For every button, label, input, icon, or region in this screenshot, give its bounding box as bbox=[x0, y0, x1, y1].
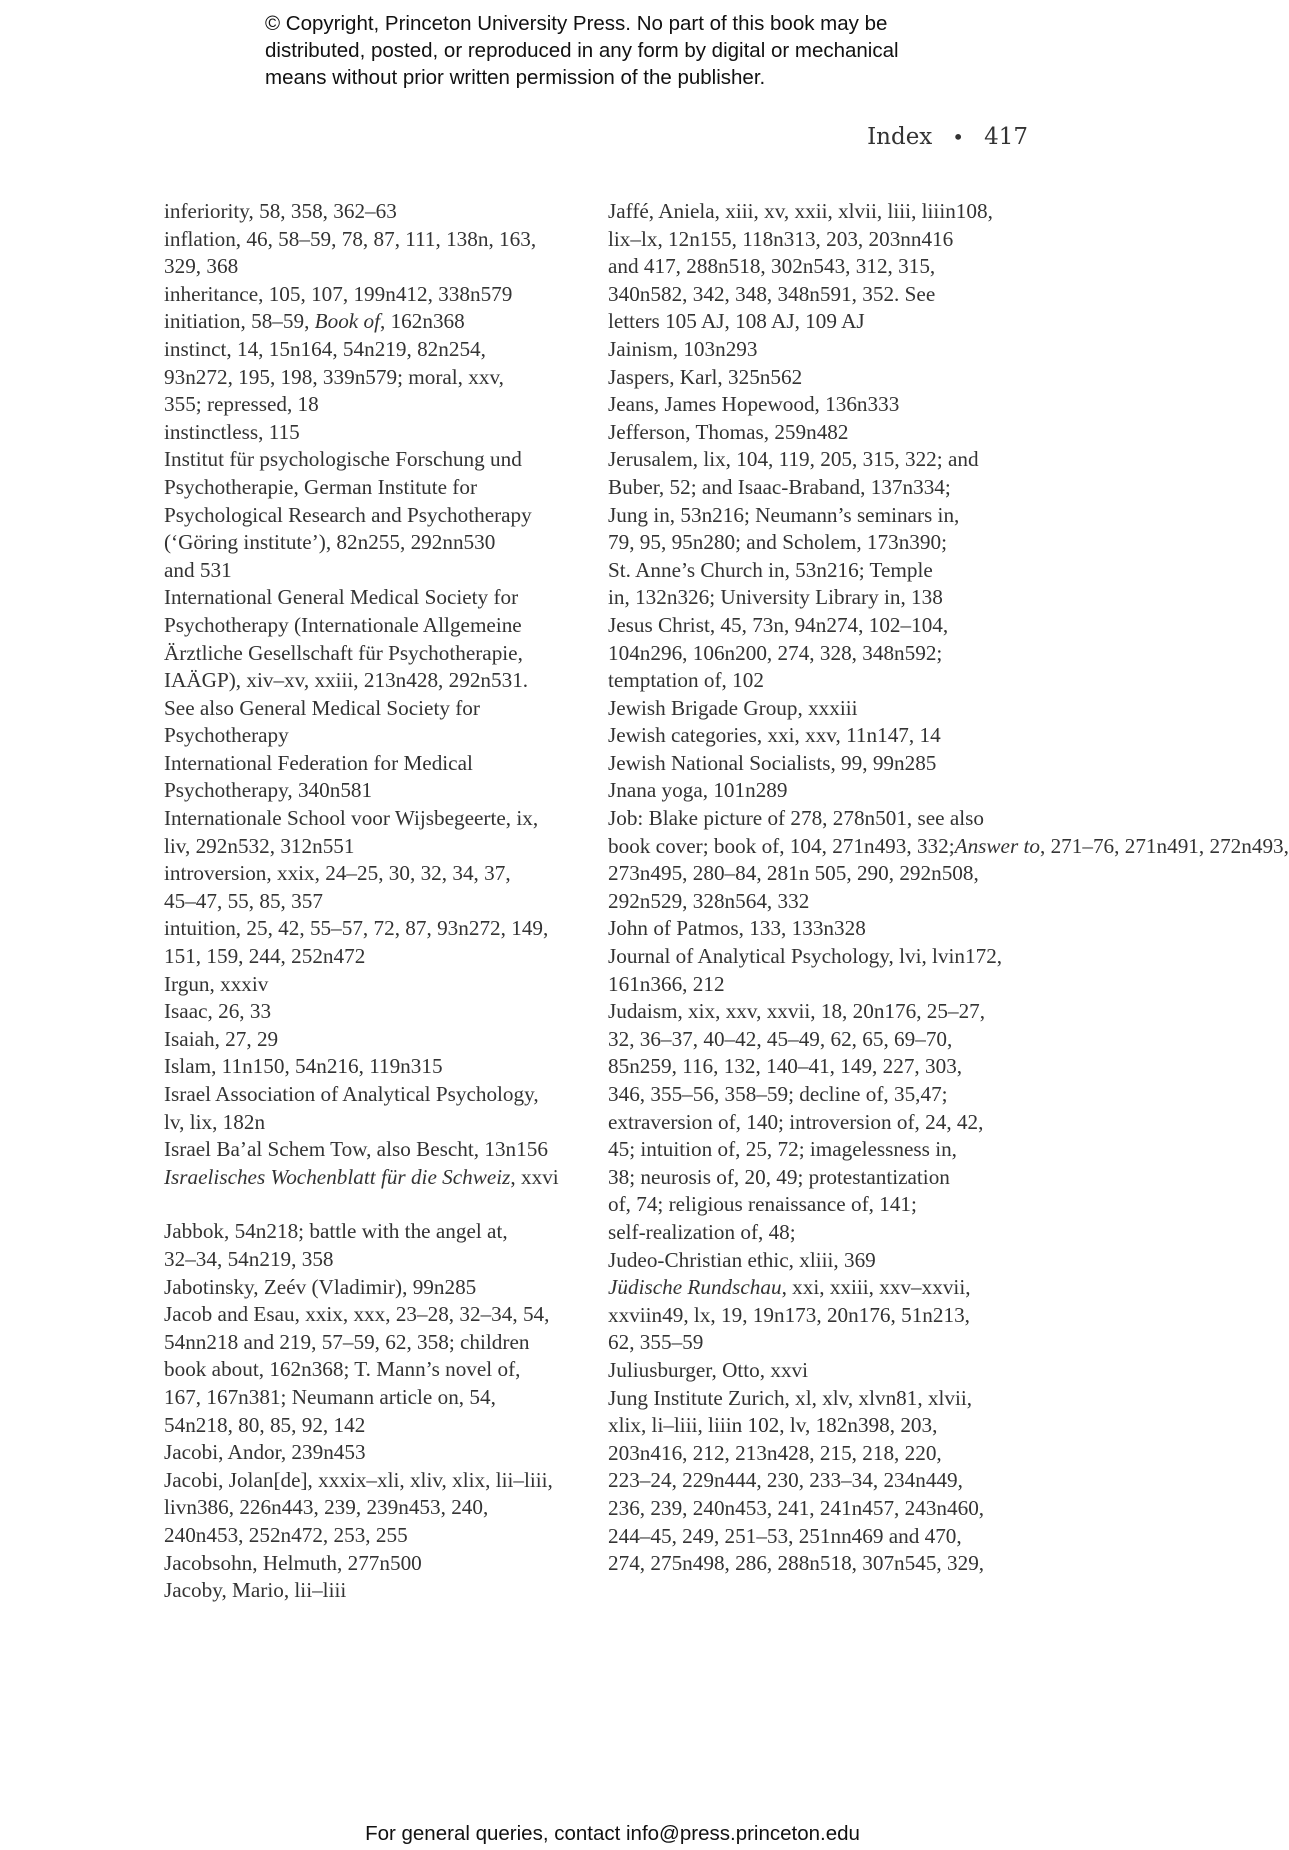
index-entry-text: 355; repressed, 18 bbox=[164, 392, 319, 417]
index-entry-text: Institut für psychologische Forschung und bbox=[164, 447, 522, 472]
index-entry-text: 346, 355–56, 358–59; decline of, 35,47; bbox=[608, 1082, 948, 1106]
index-entry-text: 329, 368 bbox=[164, 254, 239, 279]
index-entry-text: 38; neurosis of, 20, 49; protestantization bbox=[608, 1164, 950, 1189]
index-entry bbox=[164, 1274, 594, 1302]
index-entry-text: International Federation for Medical bbox=[164, 750, 473, 775]
index-entry-text: 45–47, 55, 85, 357 bbox=[164, 888, 323, 913]
index-entry-text: inferiority, 58, 358, 362–63 bbox=[164, 199, 397, 223]
index-entry-text: IAÄGP), xiv–xv, xxiii, 213n428, 292n531. bbox=[164, 668, 529, 693]
index-entry-text: Jnana yoga, 101n289 bbox=[608, 778, 788, 803]
index-entry-text: Ärztliche Gesellschaft für Psychotherapie, bbox=[164, 640, 523, 665]
index-entry bbox=[608, 198, 1038, 336]
index-entry-text: Jabotinsky, Zeév (Vladimir), 99n285 bbox=[164, 1274, 477, 1299]
index-entry-text: St. Anne’s Church in, 53n216; Temple bbox=[608, 557, 933, 582]
index-entry-text: John of Patmos, 133, 133n328 bbox=[608, 916, 866, 941]
index-entry-text: , xxi, xxiii, xxv–xxvii, bbox=[781, 1275, 971, 1300]
index-entry-text: 104n296, 106n200, 274, 328, 348n592; bbox=[608, 640, 943, 665]
index-entry-text: in, 132n326; University Library in, 138 bbox=[608, 585, 943, 610]
bullet-separator: • bbox=[952, 125, 965, 149]
index-entry-text: Psychological Research and Psychotherapy bbox=[164, 502, 532, 527]
index-entry-text: livn386, 226n443, 239, 239n453, 240, bbox=[164, 1495, 489, 1520]
index-entry-text: See also General Medical Society for bbox=[164, 695, 480, 720]
index-entry-text: (‘Göring institute’), 82n255, 292nn530 bbox=[164, 530, 496, 555]
index-entry-text: Israel Ba’al Schem Tow, also Bescht, 13n156 bbox=[164, 1137, 548, 1162]
index-entry bbox=[164, 915, 594, 970]
index-column-left bbox=[164, 198, 594, 1605]
index-entry-text: instinct, 14, 15n164, 54n219, 82n254, bbox=[164, 336, 486, 361]
index-entry-text: Islam, 11n150, 54n216, 119n315 bbox=[164, 1054, 443, 1079]
index-entry-italic-text: Book of bbox=[314, 309, 380, 334]
index-entry bbox=[608, 777, 1038, 805]
index-entry-text: xlix, li–liii, liiin 102, lv, 182n398, 203, bbox=[608, 1413, 938, 1438]
index-entry-text: Job: Blake picture of 278, 278n501, see also bbox=[608, 806, 985, 831]
index-entry-text: Journal of Analytical Psychology, lvi, lvin172, bbox=[608, 944, 1003, 969]
index-entry-text: Judaism, xix, xxv, xxvii, 18, 20n176, 25–27, bbox=[608, 999, 986, 1024]
index-entry-text: Jefferson, Thomas, 259n482 bbox=[608, 419, 849, 444]
index-entry bbox=[164, 1577, 594, 1605]
index-entry-text: Jacobi, Andor, 239n453 bbox=[164, 1440, 366, 1465]
index-entry-text: Isaiah, 27, 29 bbox=[164, 1026, 279, 1051]
index-entry bbox=[164, 1136, 594, 1164]
index-entry-italic-text: Israelisches Wochenblatt für die Schweiz bbox=[164, 1164, 511, 1189]
index-entry bbox=[164, 1467, 594, 1550]
index-entry bbox=[608, 1274, 1038, 1357]
index-entry-text: , 271–76, 271n491, 272n493, bbox=[1039, 833, 1289, 858]
index-entry-text: Psychotherapy bbox=[164, 723, 289, 748]
index-entry-text: of, 74; religious renaissance of, 141; bbox=[608, 1192, 917, 1217]
index-entry bbox=[164, 1301, 594, 1439]
index-entry bbox=[164, 336, 594, 419]
index-entry bbox=[164, 750, 594, 805]
index-entry-text: Internationale School voor Wijsbegeerte, ix, bbox=[164, 806, 539, 831]
index-entry-text: 32, 36–37, 40–42, 45–49, 62, 65, 69–70, bbox=[608, 1026, 953, 1051]
index-entry-text: Jeans, James Hopewood, 136n333 bbox=[608, 392, 900, 417]
index-entry-text: 240n453, 252n472, 253, 255 bbox=[164, 1522, 408, 1547]
copyright-notice bbox=[265, 10, 1025, 91]
index-entry bbox=[608, 805, 1289, 915]
index-entry-text: xxviin49, lx, 19, 19n173, 20n176, 51n213, bbox=[608, 1302, 970, 1327]
index-entry-text: 203n416, 212, 213n428, 215, 218, 220, bbox=[608, 1440, 942, 1465]
index-entry bbox=[608, 998, 1038, 1246]
index-entry bbox=[608, 391, 1038, 419]
index-entry-text: self-realization of, 48; bbox=[608, 1219, 796, 1244]
index-entry-text: Jung Institute Zurich, xl, xlv, xlvn81, xlvii, bbox=[608, 1385, 973, 1410]
index-entry-text: Jacoby, Mario, lii–liii bbox=[164, 1578, 347, 1603]
section-title: Index bbox=[867, 124, 933, 150]
index-entry-text: lv, lix, 182n bbox=[164, 1109, 266, 1134]
index-entry bbox=[164, 971, 594, 999]
index-entry-text: Irgun, xxxiv bbox=[164, 971, 269, 996]
index-entry-text: 167, 167n381; Neumann article on, 54, bbox=[164, 1384, 496, 1409]
index-entry bbox=[608, 1247, 1038, 1275]
index-entry bbox=[164, 1164, 594, 1192]
index-entry-text: Jacobsohn, Helmuth, 277n500 bbox=[164, 1550, 422, 1575]
index-entry-text: 223–24, 229n444, 230, 233–34, 234n449, bbox=[608, 1468, 963, 1493]
index-entry-text: Jainism, 103n293 bbox=[608, 336, 758, 361]
index-entry bbox=[164, 198, 594, 226]
index-entry-text: Judeo-Christian ethic, xliii, 369 bbox=[608, 1247, 876, 1272]
index-entry-text: Juliusburger, Otto, xxvi bbox=[608, 1357, 809, 1382]
index-entry-text: instinctless, 115 bbox=[164, 419, 300, 444]
index-entry bbox=[164, 998, 594, 1026]
index-entry-text: 151, 159, 244, 252n472 bbox=[164, 944, 366, 969]
index-entry bbox=[164, 860, 594, 915]
index-entry bbox=[164, 805, 594, 860]
index-entry-text: , xxvi bbox=[510, 1164, 559, 1189]
index-entry bbox=[608, 722, 1038, 750]
index-entry bbox=[164, 1218, 594, 1273]
index-entry bbox=[608, 915, 1038, 943]
index-entry-text: lix–lx, 12n155, 118n313, 203, 203nn416 bbox=[608, 226, 954, 251]
index-entry-text: 45; intuition of, 25, 72; imagelessness in, bbox=[608, 1137, 957, 1162]
index-entry-text: inheritance, 105, 107, 199n412, 338n579 bbox=[164, 281, 513, 306]
index-entry bbox=[164, 446, 594, 584]
index-entry-text: International General Medical Society for bbox=[164, 585, 519, 610]
index-entry-text: Jewish categories, xxi, xxv, 11n147, 14 bbox=[608, 723, 941, 748]
index-entry-text: Jung in, 53n216; Neumann’s seminars in, bbox=[608, 502, 960, 527]
index-entry-text: book about, 162n368; T. Mann’s novel of, bbox=[164, 1357, 521, 1382]
index-entry-text: 32–34, 54n219, 358 bbox=[164, 1246, 334, 1271]
index-entry-text: Jaspers, Karl, 325n562 bbox=[608, 364, 803, 389]
index-entry bbox=[164, 584, 594, 750]
index-entry bbox=[164, 419, 594, 447]
index-entry-italic-text: Jüdische Rundschau bbox=[608, 1275, 782, 1300]
index-entry bbox=[608, 943, 1038, 998]
index-entry bbox=[608, 364, 1038, 392]
index-entry-text: extraversion of, 140; introversion of, 24, 42, bbox=[608, 1109, 984, 1134]
copyright-line: distributed, posted, or reproduced in any form by digital or mechanical bbox=[265, 39, 899, 62]
index-entry bbox=[608, 612, 1038, 695]
index-entry-text: 292n529, 328n564, 332 bbox=[608, 888, 810, 913]
index-entry bbox=[608, 446, 1038, 612]
index-entry-text: book cover; book of, 104, 271n493, 332; bbox=[608, 833, 955, 858]
running-head bbox=[867, 124, 1028, 150]
index-entry-text: and 531 bbox=[164, 557, 232, 582]
index-entry-text: introversion, xxix, 24–25, 30, 32, 34, 37, bbox=[164, 861, 511, 886]
index-entry-text: 273n495, 280–84, 281n 505, 290, 292n508, bbox=[608, 861, 979, 886]
index-entry-text: Jerusalem, lix, 104, 119, 205, 315, 322; and bbox=[608, 447, 979, 472]
index-entry bbox=[164, 1081, 594, 1136]
index-entry bbox=[608, 695, 1038, 723]
index-entry bbox=[608, 336, 1038, 364]
index-entry-text: 54n218, 80, 85, 92, 142 bbox=[164, 1412, 366, 1437]
index-entry bbox=[164, 1026, 594, 1054]
index-entry-text: Psychotherapy (Internationale Allgemeine bbox=[164, 612, 522, 637]
index-entry bbox=[164, 1439, 594, 1467]
index-entry-text: 161n366, 212 bbox=[608, 971, 725, 996]
index-entry-text: Psychotherapy, 340n581 bbox=[164, 778, 373, 803]
index-entry-text: 79, 95, 95n280; and Scholem, 173n390; bbox=[608, 530, 947, 555]
index-entry bbox=[164, 308, 594, 336]
index-entry-text: 54nn218 and 219, 57–59, 62, 358; children bbox=[164, 1329, 530, 1354]
index-entry-text: 274, 275n498, 286, 288n518, 307n545, 329, bbox=[608, 1551, 985, 1576]
index-entry bbox=[608, 1385, 1038, 1578]
index-entry-text: Jabbok, 54n218; battle with the angel at, bbox=[164, 1219, 508, 1244]
index-entry-text: temptation of, 102 bbox=[608, 668, 764, 693]
index-entry-text: 244–45, 249, 251–53, 251nn469 and 470, bbox=[608, 1523, 962, 1548]
index-entry bbox=[164, 1550, 594, 1578]
index-entry-text: inflation, 46, 58–59, 78, 87, 111, 138n, 163, bbox=[164, 226, 537, 251]
index-entry-text: and 417, 288n518, 302n543, 312, 315, bbox=[608, 254, 936, 279]
index-entry-text: 236, 239, 240n453, 241, 241n457, 243n460, bbox=[608, 1495, 985, 1520]
index-entry-text: liv, 292n532, 312n551 bbox=[164, 833, 355, 858]
index-entry-text: intuition, 25, 42, 55–57, 72, 87, 93n272, 149, bbox=[164, 916, 549, 941]
index-entry-text: Isaac, 26, 33 bbox=[164, 999, 272, 1024]
index-entry-text: Jewish Brigade Group, xxxiii bbox=[608, 695, 858, 720]
index-entry bbox=[164, 1053, 594, 1081]
copyright-line: means without prior written permission of the publisher. bbox=[265, 66, 766, 89]
index-entry-text: Jaffé, Aniela, xiii, xv, xxii, xlvii, liii, liiin108, bbox=[608, 199, 993, 223]
index-entry-text: Jacobi, Jolan[de], xxxix–xli, xliv, xlix, lii–liii, bbox=[164, 1467, 553, 1492]
index-entry-text: 85n259, 116, 132, 140–41, 149, 227, 303, bbox=[608, 1054, 963, 1079]
footer-contact: For general queries, contact info@press.princeton.edu bbox=[365, 1822, 860, 1845]
index-entry-text: 62, 355–59 bbox=[608, 1330, 704, 1355]
index-entry-text: Psychotherapie, German Institute for bbox=[164, 474, 478, 499]
index-entry-italic-text: Answer to bbox=[954, 833, 1040, 858]
index-entry-text: 340n582, 342, 348, 348n591, 352. See bbox=[608, 281, 936, 306]
index-entry bbox=[164, 226, 594, 281]
index-entry bbox=[164, 281, 594, 309]
index-entry-text: 93n272, 195, 198, 339n579; moral, xxv, bbox=[164, 364, 504, 389]
index-column-right bbox=[608, 198, 1289, 1578]
index-entry bbox=[608, 419, 1038, 447]
index-entry bbox=[608, 1357, 1038, 1385]
index-entry-text: Jacob and Esau, xxix, xxx, 23–28, 32–34, 54, bbox=[164, 1302, 550, 1327]
copyright-line: © Copyright, Princeton University Press. No part of this book may be bbox=[265, 12, 888, 35]
page-number: 417 bbox=[984, 124, 1028, 150]
index-entry-text: letters 105 AJ, 108 AJ, 109 AJ bbox=[608, 309, 865, 334]
index-entry-text: Buber, 52; and Isaac-Braband, 137n334; bbox=[608, 474, 951, 499]
index-entry-text: Jewish National Socialists, 99, 99n285 bbox=[608, 750, 937, 775]
index-entry-text: Israel Association of Analytical Psychology, bbox=[164, 1082, 539, 1106]
index-entry bbox=[608, 750, 1038, 778]
index-entry-text: Jesus Christ, 45, 73n, 94n274, 102–104, bbox=[608, 612, 949, 637]
index-entry-text: initiation, 58–59, bbox=[164, 309, 315, 334]
index-entry-text: , 162n368 bbox=[379, 309, 465, 334]
